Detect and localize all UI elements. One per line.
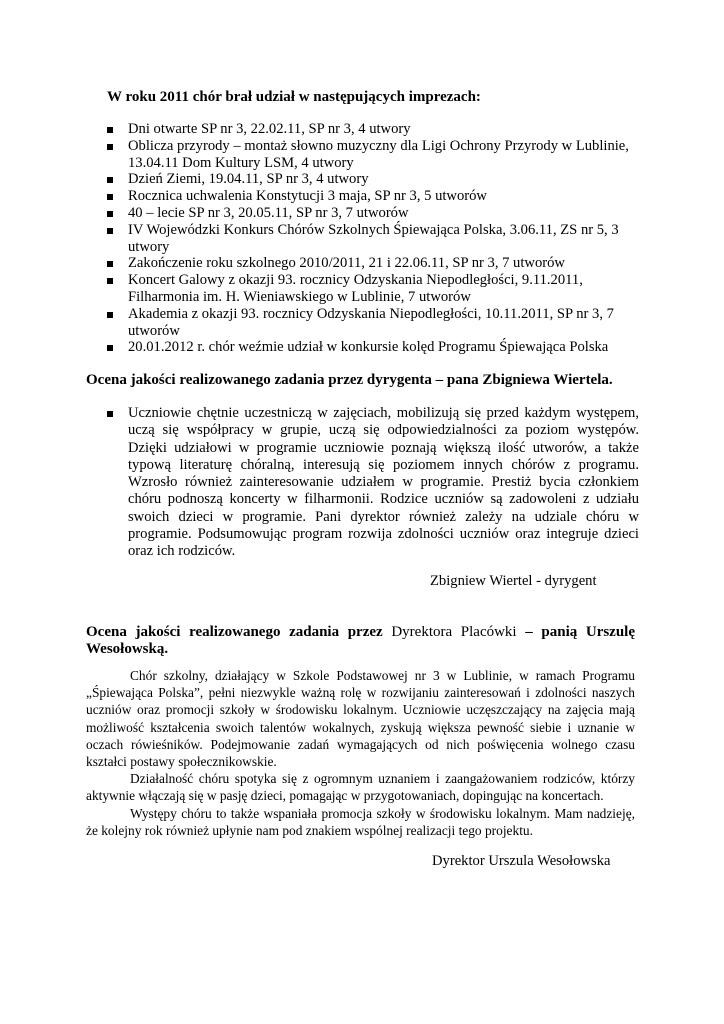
director-paragraph: Występy chóru to także wspaniała promocja szkoły w środowisku lokalnym. Mam nadzieję, że kolejny rok również upłynie nam pod znakiem wspólnej realizacji tego projektu. <box>86 805 635 838</box>
bullet-icon <box>107 177 113 183</box>
list-item: Oblicza przyrody – montaż słowno muzyczny dla Ligi Ochrony Przyrody w Lublinie, 13.04.11 Dom Kultury LSM, 4 utwory <box>103 138 639 172</box>
bullet-icon <box>107 278 113 284</box>
director-signature: Dyrektor Urszula Wesołowska <box>432 853 611 869</box>
bullet-icon <box>107 127 113 133</box>
events-list <box>103 121 639 356</box>
director-paragraph: Chór szkolny, działający w Szkole Podstawowej nr 3 w Lublinie, w ramach Programu „Śpiewająca Polska”, pełni niezwykle ważną rolę w rozwijaniu zainteresowań i zdolności naszych uczniów oraz promocji szkoły w środowisku lokalnym. Uczniowie uczęszczający na zajęcia mają możliwość kształcenia swoich talentów wokalnych, zyskują większa pewność siebie i uznanie w oczach rówieśników. Podejmowanie zadań wymagających od nich poświęcenia wolnego czasu kształci postawy społecznikowskie. <box>86 668 635 770</box>
list-item: Dzień Ziemi, 19.04.11, SP nr 3, 4 utwory <box>103 171 639 188</box>
bullet-icon <box>107 194 113 200</box>
list-item: Akademia z okazji 93. rocznicy Odzyskania Niepodległości, 10.11.2011, SP nr 3, 7 utworów <box>103 306 639 340</box>
bullet-icon <box>107 261 113 267</box>
conductor-assessment-text: Uczniowie chętnie uczestniczą w zajęciach, mobilizują się przed każdym występem, uczą się współpracy w grupie, uczą się odpowiedzialności za poziom występów. Dzięki udziałowi w programie uczniowie poznają większą ilość utworów, a także typową literaturę chóralną, interesują się poziomem innych chórów z programu. Wzrosło również zainteresowanie udziałem w programie. Prestiż bycia członkiem chóru podnoszą koncerty w filharmonii. Rodzice uczniów są zadowoleni z udziału swoich dzieci w programie. Pani dyrektor również zależy na udziale chóru w programie. Podsumowując program rozwija zdolności uczniów oraz integruje dzieci oraz ich rodziców. <box>128 405 639 560</box>
bullet-icon <box>107 411 113 417</box>
list-item: Dni otwarte SP nr 3, 22.02.11, SP nr 3, 4 utwory <box>103 121 639 138</box>
director-paragraph: Działalność chóru spotyka się z ogromnym uznaniem i zaangażowaniem rodziców, którzy aktywnie włączają się w pasję dzieci, pomagając w przygotowaniach, dopingując na koncertach. <box>86 771 635 804</box>
conductor-assessment-item <box>103 405 639 561</box>
conductor-assessment-heading: Ocena jakości realizowanego zadania przez dyrygenta – pana Zbigniewa Wiertela. <box>86 372 613 388</box>
director-assessment-heading: Ocena jakości realizowanego zadania przez Dyrektora Placówki – panią Urszulę Wesołowską. <box>86 624 636 657</box>
director-assessment-text <box>86 667 635 839</box>
list-item: Zakończenie roku szkolnego 2010/2011, 21 i 22.06.11, SP nr 3, 7 utworów <box>103 255 639 272</box>
list-item: Rocznica uchwalenia Konstytucji 3 maja, SP nr 3, 5 utworów <box>103 188 639 205</box>
bullet-icon <box>107 228 113 234</box>
conductor-signature: Zbigniew Wiertel - dyrygent <box>430 573 597 589</box>
list-item: IV Wojewódzki Konkurs Chórów Szkolnych Śpiewająca Polska, 3.06.11, ZS nr 5, 3 utwory <box>103 222 639 256</box>
bullet-icon <box>107 211 113 217</box>
bullet-icon <box>107 144 113 150</box>
bullet-icon <box>107 345 113 351</box>
list-item: 20.01.2012 r. chór weźmie udział w konkursie kolęd Programu Śpiewająca Polska <box>103 339 639 356</box>
events-heading: W roku 2011 chór brał udział w następujących imprezach: <box>107 89 481 105</box>
bullet-icon <box>107 312 113 318</box>
list-item: Koncert Galowy z okazji 93. rocznicy Odzyskania Niepodległości, 9.11.2011, Filharmonia im. H. Wieniawskiego w Lublinie, 7 utworów <box>103 272 639 306</box>
list-item: 40 – lecie SP nr 3, 20.05.11, SP nr 3, 7 utworów <box>103 205 639 222</box>
